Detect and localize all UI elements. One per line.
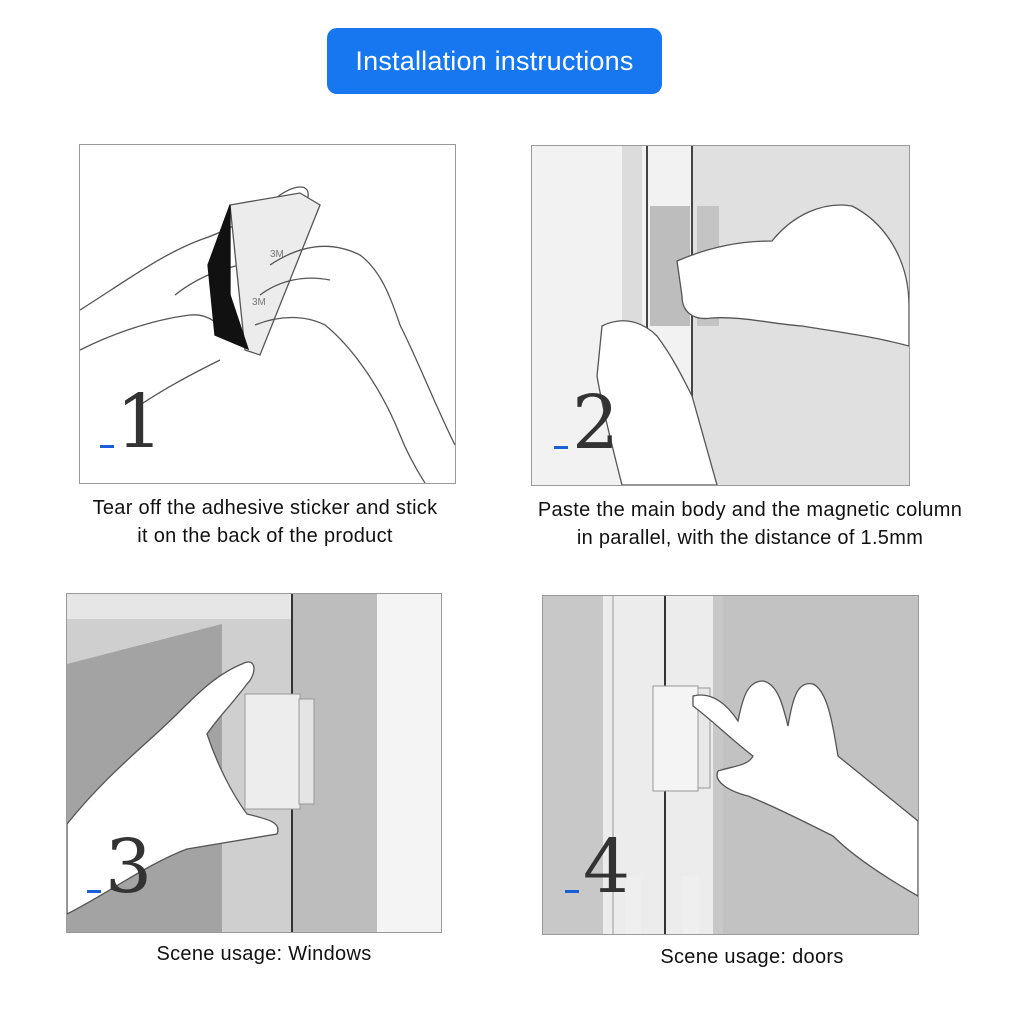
step-2-caption (500, 496, 1000, 552)
step-4-illustration (542, 595, 919, 935)
caption-line: it on the back of the product (137, 525, 393, 547)
caption-line: Paste the main body and the magnetic column (537, 499, 963, 521)
step-4-caption (552, 943, 952, 971)
step-1-caption (50, 494, 480, 550)
step-dash (554, 446, 568, 449)
step-number: 1 (116, 379, 164, 465)
step-number: 4 (583, 824, 631, 910)
sticker-label: 3M (270, 249, 284, 260)
step-dash (100, 445, 114, 448)
step-3-illustration (66, 593, 442, 933)
page-title: Installation instructions (355, 45, 634, 76)
caption-line: Tear off the adhesive sticker and stick (92, 497, 438, 519)
step-dash (565, 890, 579, 893)
installation-title-badge (327, 28, 662, 94)
caption-line: Scene usage: doors (660, 946, 844, 968)
step-dash (87, 890, 101, 893)
caption-line: in parallel, with the distance of 1.5mm (576, 527, 924, 549)
step-number: 3 (105, 824, 153, 910)
caption-line: Scene usage: Windows (156, 943, 372, 965)
step-1-illustration (79, 144, 456, 484)
step-number: 2 (572, 380, 620, 466)
step-3-caption (66, 940, 462, 968)
step-2-illustration (531, 145, 910, 486)
sticker-label: 3M (252, 297, 266, 308)
